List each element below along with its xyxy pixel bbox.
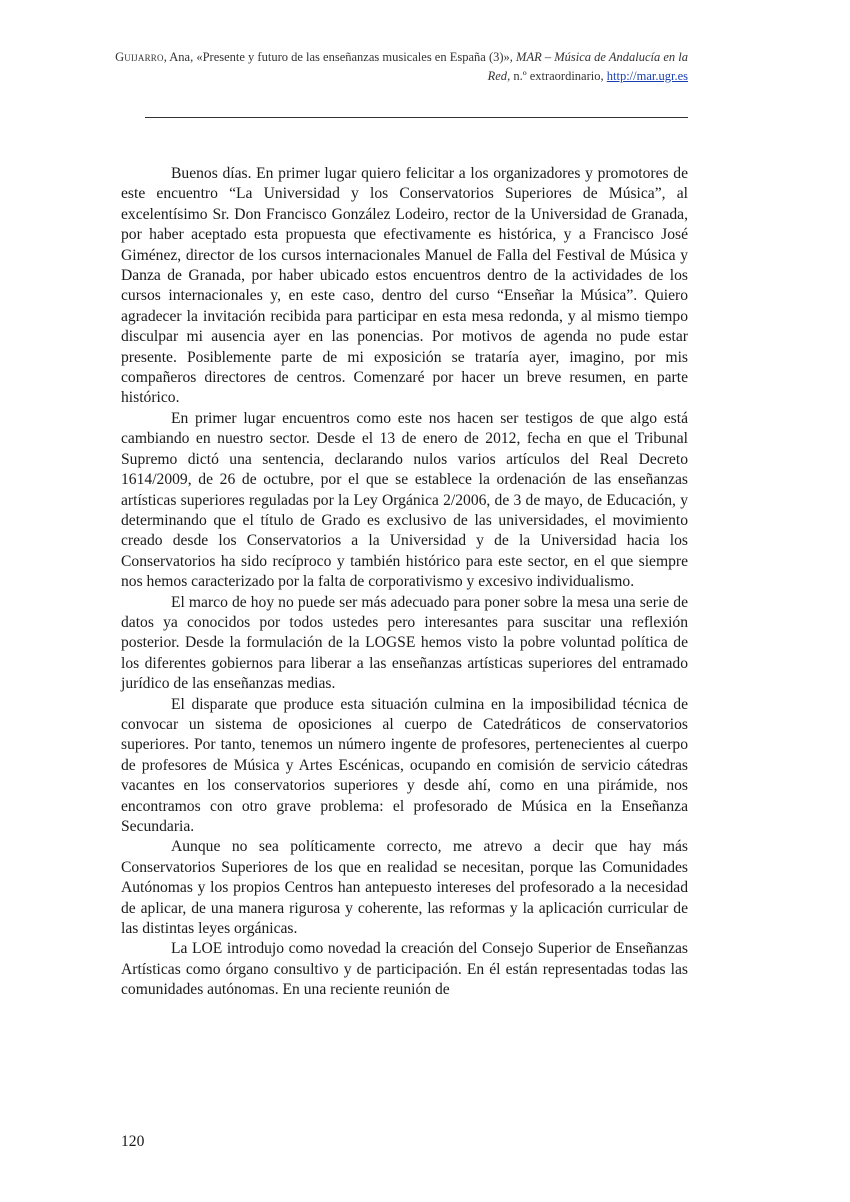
page-number: 120 [121, 1133, 145, 1150]
paragraph: El marco de hoy no puede ser más adecuado para poner sobre la mesa una serie de datos ya conocidos por todos ustedes pero interesantes para suscitar una reflexión posterior. Desde la formulación de la LOGSE hemos visto la pobre voluntad política de los diferentes gobiernos para liberar a las enseñanzas artísticas superiores del entramado jurídico de las enseñanzas medias. [121, 593, 688, 693]
header-divider [145, 117, 688, 118]
header-journal: MAR – Música de Andalucía en la Red [487, 50, 688, 83]
paragraph: Aunque no sea políticamente correcto, me atrevo a decir que hay más Conservatorios Superiores de los que en realidad se necesitan, porque las Comunidades Autónomas y los propios Centros han antepuesto intereses del profesorado a la necesidad de aplicar, de una manera rigurosa y coherente, las reformas y la aplicación curricular de las distintas leyes orgánicas. [121, 838, 688, 938]
header-author: Guijarro [115, 50, 164, 64]
header-issue: , n.º extraordinario, [507, 69, 607, 83]
paragraph: La LOE introdujo como novedad la creación del Consejo Superior de Enseñanzas Artísticas como órgano consultivo y de participación. En él están representadas todas las comunidades autónomas. En una reciente reunión de [121, 940, 688, 999]
article-body [121, 164, 688, 1001]
paragraph: El disparate que produce esta situación culmina en la imposibilidad técnica de convocar un sistema de oposiciones al cuerpo de Catedráticos de conservatorios superiores. Por tanto, tenemos un número ingente de profesores, pertenecientes al cuerpo de profesores de Música y Artes Escénicas, ocupando en comisión de servicio cátedras vacantes en los conservatorios superiores y desde ahí, como en una pirámide, nos encontramos con otro grave problema: el profesorado de Música en la Enseñanza Secundaria. [121, 695, 688, 835]
paragraph: En primer lugar encuentros como este nos hacen ser testigos de que algo está cambiando en nuestro sector. Desde el 13 de enero de 2012, fecha en que el Tribunal Supremo dictó una sentencia, declarando nulos varios artículos del Real Decreto 1614/2009, de 26 de octubre, por el que se establece la ordenación de las enseñanzas artísticas superiores reguladas por la Ley Orgánica 2/2006, de 3 de mayo, de Educación, y determinando que el título de Grado es exclusivo de las universidades, el movimiento creado desde los Conservatorios a la Universidad y de la Universidad hacia los Conservatorios ha sido recíproco y también histórico para este sector, en el que siempre nos hemos caracterizado por la falta de corporativismo y excesivo individualismo. [121, 409, 688, 591]
paragraph: Buenos días. En primer lugar quiero felicitar a los organizadores y promotores de este encuentro “La Universidad y los Conservatorios Superiores de Música”, al excelentísimo Sr. Don Francisco González Lodeiro, rector de la Universidad de Granada, por haber aceptado esta propuesta que efectivamente es histórica, y a Francisco José Giménez, director de los cursos internacionales Manuel de Falla del Festival de Música y Danza de Granada, por haber ubicado estos encuentros dentro de la actividades de los cursos internacionales y, en este caso, dentro del curso “Enseñar la Música”. Quiero agradecer la invitación recibida para participar en esta mesa redonda, y al mismo tiempo disculpar mi ausencia ayer en las ponencias. Por motivos de agenda no pude estar presente. Posiblemente parte de mi exposición se trataría ayer, imagino, por mis compañeros directores de centros. Comenzaré por hacer un breve resumen, en parte histórico. [121, 165, 688, 407]
header-title: , Ana, «Presente y futuro de las enseñanzas musicales en España (3)», [163, 50, 517, 64]
header-url-link[interactable]: http://mar.ugr.es [606, 69, 688, 83]
running-header [110, 48, 688, 86]
